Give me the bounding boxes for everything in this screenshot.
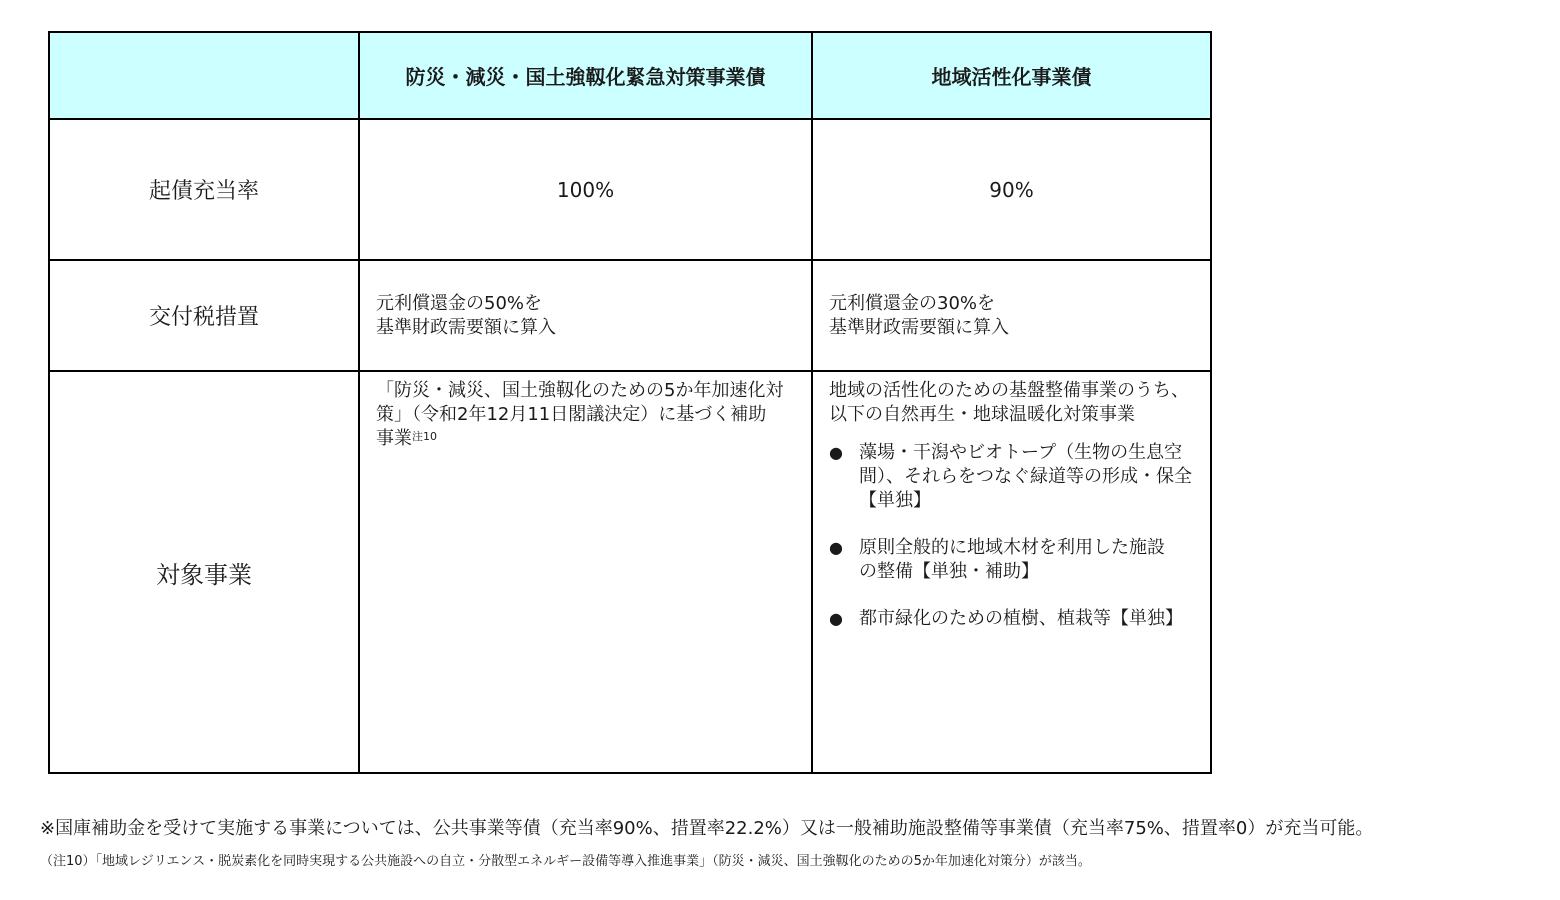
target-regional-bond: [812, 371, 1211, 773]
header-empty-cell: [49, 32, 359, 119]
target-regional-intro: 地域の活性化のための基盤整備事業のうち、: [829, 380, 1189, 401]
list-item: [829, 607, 1194, 631]
tax-disaster-bond: [359, 260, 812, 371]
bullet-text: [859, 441, 1194, 513]
bullet-icon: ●: [829, 443, 843, 462]
target-regional-intro: 以下の自然再生・地球温暖化対策事業: [829, 404, 1135, 425]
tax-disaster-line: 元利償還金の50%を: [376, 292, 543, 314]
rate-disaster-bond: 100%: [359, 119, 812, 260]
comparison-table-container: [48, 31, 1210, 772]
comparison-table: [48, 31, 1212, 774]
bullet-line: 都市緑化のための植樹、植栽等【単独】: [859, 608, 1183, 629]
footnote-sub: （注10）「地域レジリエンス・脱炭素化を同時実現する公共施設への自立・分散型エネルギー設備等導入推進事業」（防災・減災、国土強靱化のための5か年加速化対策分）が該当。: [40, 854, 1091, 869]
bullet-line: 藻場・干潟やビオトープ（生物の生息空: [859, 442, 1183, 463]
bullet-line: 【単独】: [859, 490, 931, 511]
bullet-icon: ●: [829, 538, 843, 557]
row-label-rate: 起債充当率: [49, 119, 359, 260]
table-row-target: [49, 371, 1211, 773]
target-disaster-line: 策」（令和2年12月11日閣議決定）に基づく補助: [376, 404, 767, 425]
tax-disaster-line: 基準財政需要額に算入: [376, 316, 556, 338]
rate-regional-bond: 90%: [812, 119, 1211, 260]
bullet-line: の整備【単独・補助】: [859, 561, 1039, 582]
tax-regional-line: 元利償還金の30%を: [829, 292, 996, 314]
list-item: [829, 536, 1194, 584]
footnote-main: ※国庫補助金を受けて実施する事業については、公共事業等債（充当率90%、措置率22.2%）又は一般補助施設整備等事業債（充当率75%、措置率0）が充当可能。: [40, 818, 1374, 839]
tax-regional-line: 基準財政需要額に算入: [829, 316, 1009, 338]
bullet-icon: ●: [829, 609, 843, 628]
target-disaster-text: 事業: [376, 428, 412, 449]
header-regional-bond: 地域活性化事業債: [812, 32, 1211, 119]
bullet-line: 原則全般的に地域木材を利用した施設: [859, 537, 1165, 558]
target-bullet-list: [829, 441, 1194, 631]
row-label-target: 対象事業: [49, 371, 359, 773]
note-reference: 注10: [412, 430, 437, 443]
table-row-tax: [49, 260, 1211, 371]
bullet-line: 間）、それらをつなぐ緑道等の形成・保全: [859, 466, 1192, 487]
row-label-tax: 交付税措置: [49, 260, 359, 371]
target-disaster-bond: [359, 371, 812, 773]
table-header-row: [49, 32, 1211, 119]
bullet-text: [859, 536, 1194, 584]
bullet-text: [859, 607, 1194, 631]
header-disaster-bond: 防災・減災・国土強靱化緊急対策事業債: [359, 32, 812, 119]
tax-regional-bond: [812, 260, 1211, 371]
table-row-rate: [49, 119, 1211, 260]
target-disaster-line: 「防災・減災、国土強靱化のための5か年加速化対: [376, 380, 784, 401]
target-disaster-line-last: [376, 427, 795, 451]
list-item: [829, 441, 1194, 513]
